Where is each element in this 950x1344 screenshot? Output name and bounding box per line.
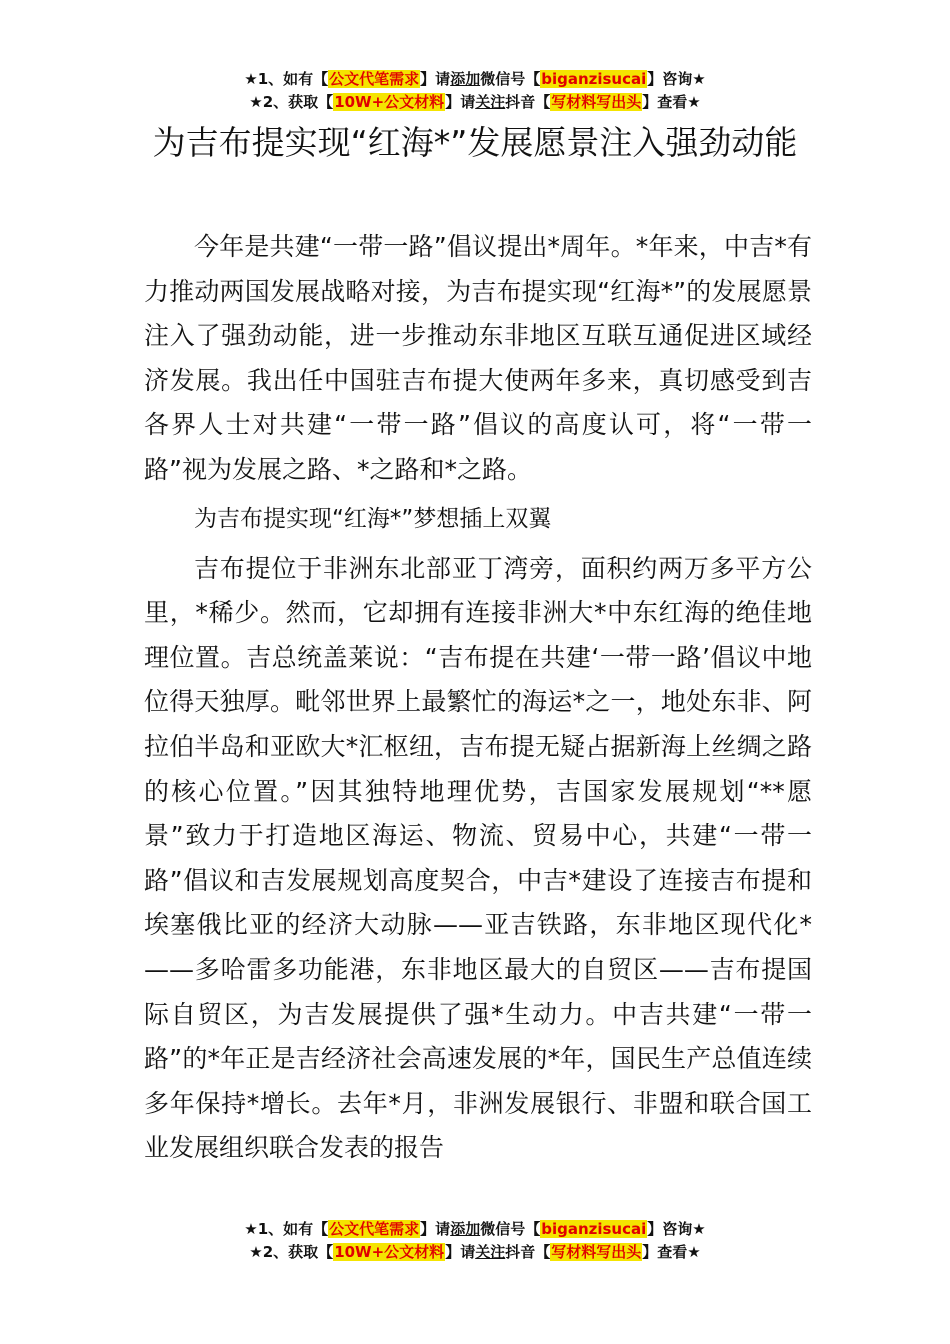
highlight-materials: 10W+公文材料 <box>334 93 445 111</box>
highlight-douyin: 写材料写出头 <box>551 93 642 111</box>
subheading-1: 为吉布提实现“红海*”梦想插上双翼 <box>194 505 552 532</box>
paragraph-1: 今年是共建“一带一路”倡议提出*周年。*年来，中吉*有力推动两国发展战略对接，为吉布提实现“红海*”的发展愿景注入了强劲动能，进一步推动东非地区互联互通促进区域经济发展。我出任中国驻吉布提大使两年多来，真切感受到吉各界人士对共建“一带一路”倡议的高度认可，将“一带一路”视为发展之路、*之路和*之路。 <box>144 232 812 484</box>
header-banner <box>0 68 950 114</box>
highlight-wechat-id: biganzisucai <box>541 70 647 88</box>
highlight-douyin: 写材料写出头 <box>551 1243 642 1261</box>
document-title: 为吉布提实现“红海*”发展愿景注入强劲动能 <box>152 123 798 162</box>
header-banner-line-1: ★1、如有【公文代笔需求】请添加微信号【biganzisucai】咨询★ <box>244 70 706 88</box>
footer-banner-line-2: ★2、获取【10W+公文材料】请关注抖音【写材料写出头】查看★ <box>249 1243 701 1261</box>
highlight-service: 公文代笔需求 <box>329 70 420 88</box>
highlight-wechat-id: biganzisucai <box>541 1220 647 1238</box>
header-banner-line-2: ★2、获取【10W+公文材料】请关注抖音【写材料写出头】查看★ <box>249 93 701 111</box>
footer-banner <box>0 1218 950 1264</box>
highlight-service: 公文代笔需求 <box>329 1220 420 1238</box>
document-body <box>144 225 812 1175</box>
footer-banner-line-1: ★1、如有【公文代笔需求】请添加微信号【biganzisucai】咨询★ <box>244 1220 706 1238</box>
highlight-materials: 10W+公文材料 <box>334 1243 445 1261</box>
paragraph-2: 吉布提位于非洲东北部亚丁湾旁，面积约两万多平方公里，*稀少。然而，它却拥有连接非洲大*中东红海的绝佳地理位置。吉总统盖莱说：“吉布提在共建‘一带一路’倡议中地位得天独厚。毗邻世界上最繁忙的海运*之一，地处东非、阿拉伯半岛和亚欧大*汇枢纽，吉布提无疑占据新海上丝绸之路的核心位置。”因其独特地理优势，吉国家发展规划“**愿景”致力于打造地区海运、物流、贸易中心，共建“一带一路”倡议和吉发展规划高度契合，中吉*建设了连接吉布提和埃塞俄比亚的经济大动脉——亚吉铁路，东非地区现代化*——多哈雷多功能港，东非地区最大的自贸区——吉布提国际自贸区，为吉发展提供了强*生动力。中吉共建“一带一路”的*年正是吉经济社会高速发展的*年，国民生产总值连续多年保持*增长。去年*月，非洲发展银行、非盟和联合国工业发展组织联合发表的报告 <box>144 553 812 1163</box>
